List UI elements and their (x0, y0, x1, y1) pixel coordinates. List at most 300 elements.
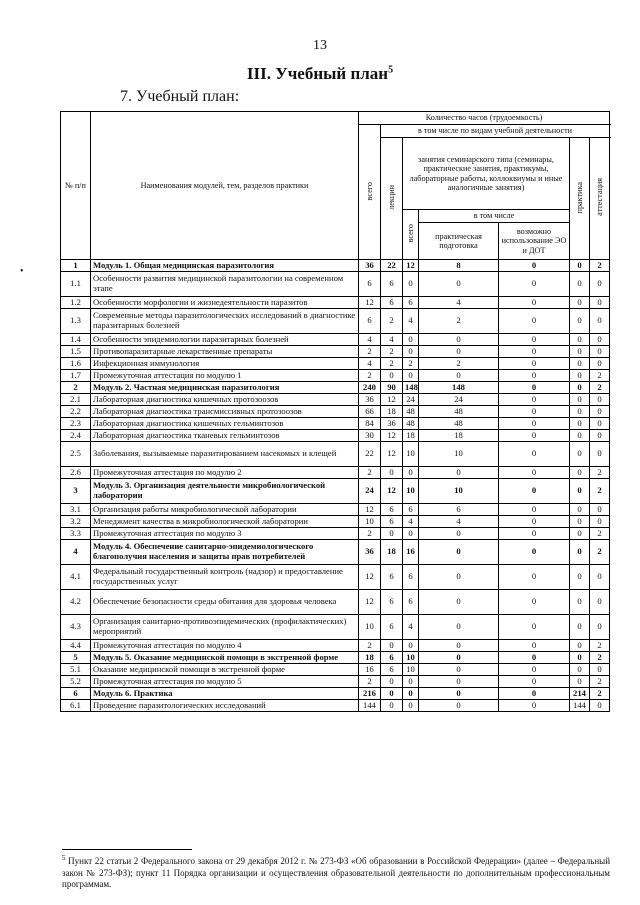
row-seminar-total: 0 (403, 346, 419, 358)
row-total: 12 (359, 297, 381, 309)
row-number: 3.1 (61, 504, 91, 516)
row-total: 2 (359, 528, 381, 540)
row-practice: 0 (570, 260, 590, 272)
row-attestation: 2 (590, 479, 610, 504)
table-row (61, 418, 610, 430)
row-practice: 0 (570, 346, 590, 358)
row-total: 144 (359, 700, 381, 712)
row-number: 5.2 (61, 676, 91, 688)
row-name: Промежуточная аттестация по модулю 4 (91, 640, 359, 652)
row-total: 12 (359, 565, 381, 590)
row-lectures: 6 (381, 590, 403, 615)
row-eo-dot: 0 (499, 700, 570, 712)
table-row (61, 504, 610, 516)
row-number: 4 (61, 540, 91, 565)
row-eo-dot: 0 (499, 640, 570, 652)
row-total: 22 (359, 442, 381, 467)
row-practical: 4 (419, 516, 499, 528)
row-total: 240 (359, 382, 381, 394)
row-lectures: 6 (381, 504, 403, 516)
row-practice: 0 (570, 358, 590, 370)
row-practical: 48 (419, 406, 499, 418)
row-number: 6 (61, 688, 91, 700)
row-total: 30 (359, 430, 381, 442)
table-row (61, 528, 610, 540)
row-seminar-total: 48 (403, 418, 419, 430)
row-lectures: 12 (381, 479, 403, 504)
page-number: 13 (313, 38, 327, 53)
row-practice: 0 (570, 479, 590, 504)
row-number: 1.4 (61, 334, 91, 346)
row-attestation: 0 (590, 418, 610, 430)
row-practice: 0 (570, 272, 590, 297)
row-name: Особенности эпидемиологии паразитарных болезней (91, 334, 359, 346)
footnote (62, 854, 610, 891)
row-practice: 214 (570, 688, 590, 700)
row-total: 2 (359, 676, 381, 688)
header-lectures (381, 138, 403, 260)
row-lectures: 0 (381, 467, 403, 479)
row-attestation: 2 (590, 370, 610, 382)
row-practical: 0 (419, 640, 499, 652)
row-seminar-total: 0 (403, 272, 419, 297)
header-num: № п/п (61, 112, 91, 260)
curriculum-table (60, 111, 610, 712)
row-practical: 0 (419, 676, 499, 688)
row-attestation: 0 (590, 504, 610, 516)
row-lectures: 6 (381, 664, 403, 676)
table-row (61, 272, 610, 297)
row-attestation: 0 (590, 664, 610, 676)
row-practice: 0 (570, 528, 590, 540)
table-row (61, 394, 610, 406)
row-practice: 0 (570, 442, 590, 467)
row-name: Модуль 1. Общая медицинская паразитология (91, 260, 359, 272)
row-practical: 0 (419, 346, 499, 358)
table-row (61, 467, 610, 479)
row-total: 12 (359, 590, 381, 615)
row-attestation: 0 (590, 406, 610, 418)
row-practical: 0 (419, 467, 499, 479)
row-eo-dot: 0 (499, 590, 570, 615)
header-practical: практическая подготовка (419, 223, 499, 260)
row-seminar-total: 48 (403, 406, 419, 418)
row-practical: 0 (419, 272, 499, 297)
row-attestation: 2 (590, 528, 610, 540)
row-seminar-total: 6 (403, 565, 419, 590)
row-practical: 24 (419, 394, 499, 406)
table-row (61, 676, 610, 688)
row-number: 3 (61, 479, 91, 504)
row-attestation: 2 (590, 688, 610, 700)
row-number: 5 (61, 652, 91, 664)
row-practical: 0 (419, 652, 499, 664)
row-total: 2 (359, 467, 381, 479)
module-row (61, 260, 610, 272)
table-row (61, 430, 610, 442)
header-sem-total-text: всего (405, 224, 415, 243)
row-lectures: 22 (381, 260, 403, 272)
header-attestation-text: аттестация (594, 178, 604, 217)
row-practice: 0 (570, 370, 590, 382)
row-lectures: 4 (381, 334, 403, 346)
row-name: Лабораторная диагностика трансмиссивных протозоозов (91, 406, 359, 418)
row-name: Модуль 4. Обеспечение санитарно-эпидемиологического благополучия населения и защиты прав потребителей (91, 540, 359, 565)
row-practical: 6 (419, 504, 499, 516)
row-seminar-total: 0 (403, 700, 419, 712)
row-total: 10 (359, 615, 381, 640)
row-name: Промежуточная аттестация по модулю 2 (91, 467, 359, 479)
row-name: Менеджмент качества в микробиологической лаборатории (91, 516, 359, 528)
row-seminar-total: 10 (403, 664, 419, 676)
table-row (61, 640, 610, 652)
row-eo-dot: 0 (499, 479, 570, 504)
row-attestation: 0 (590, 394, 610, 406)
row-total: 2 (359, 370, 381, 382)
row-practice: 0 (570, 676, 590, 688)
row-lectures: 2 (381, 309, 403, 334)
table-row (61, 334, 610, 346)
row-eo-dot: 0 (499, 382, 570, 394)
table-row (61, 309, 610, 334)
row-attestation: 0 (590, 358, 610, 370)
row-total: 36 (359, 394, 381, 406)
row-practical: 2 (419, 358, 499, 370)
row-practical: 0 (419, 664, 499, 676)
row-seminar-total: 0 (403, 370, 419, 382)
row-eo-dot: 0 (499, 442, 570, 467)
row-eo-dot: 0 (499, 297, 570, 309)
row-lectures: 2 (381, 346, 403, 358)
row-eo-dot: 0 (499, 528, 570, 540)
row-seminar-total: 0 (403, 528, 419, 540)
row-seminar-total: 10 (403, 652, 419, 664)
row-name: Модуль 5. Оказание медицинской помощи в экстренной форме (91, 652, 359, 664)
row-practice: 0 (570, 382, 590, 394)
row-practical: 0 (419, 590, 499, 615)
row-attestation: 0 (590, 430, 610, 442)
row-name: Промежуточная аттестация по модулю 1 (91, 370, 359, 382)
row-seminar-total: 4 (403, 516, 419, 528)
table-row (61, 565, 610, 590)
row-lectures: 0 (381, 640, 403, 652)
row-seminar-total: 24 (403, 394, 419, 406)
row-name: Обеспечение безопасности среды обитания для здоровья человека (91, 590, 359, 615)
row-number: 2.1 (61, 394, 91, 406)
row-name: Лабораторная диагностика кишечных протозоозов (91, 394, 359, 406)
row-total: 24 (359, 479, 381, 504)
row-lectures: 6 (381, 516, 403, 528)
row-attestation: 0 (590, 700, 610, 712)
row-eo-dot: 0 (499, 676, 570, 688)
row-lectures: 2 (381, 358, 403, 370)
row-practical: 10 (419, 442, 499, 467)
row-attestation: 0 (590, 590, 610, 615)
row-seminar-total: 10 (403, 479, 419, 504)
row-eo-dot: 0 (499, 418, 570, 430)
row-attestation: 0 (590, 565, 610, 590)
module-row (61, 688, 610, 700)
subtitle: 7. Учебный план: (120, 88, 240, 105)
row-practical: 48 (419, 418, 499, 430)
margin-bullet: • (20, 266, 24, 277)
row-practice: 0 (570, 309, 590, 334)
row-seminar-total: 18 (403, 430, 419, 442)
row-practical: 0 (419, 565, 499, 590)
footnote-rule (62, 849, 192, 850)
row-lectures: 90 (381, 382, 403, 394)
table-row (61, 700, 610, 712)
module-row (61, 652, 610, 664)
header-name: Наименования модулей, тем, разделов практики (91, 112, 359, 260)
row-practical: 0 (419, 528, 499, 540)
row-seminar-total: 4 (403, 615, 419, 640)
row-eo-dot: 0 (499, 370, 570, 382)
row-eo-dot: 0 (499, 467, 570, 479)
row-name: Оказание медицинской помощи в экстренной форме (91, 664, 359, 676)
row-name: Модуль 6. Практика (91, 688, 359, 700)
row-seminar-total: 16 (403, 540, 419, 565)
row-eo-dot: 0 (499, 260, 570, 272)
row-lectures: 6 (381, 297, 403, 309)
table-row (61, 442, 610, 467)
row-practical: 18 (419, 430, 499, 442)
row-total: 6 (359, 272, 381, 297)
row-total: 18 (359, 652, 381, 664)
row-lectures: 0 (381, 528, 403, 540)
row-lectures: 0 (381, 700, 403, 712)
row-number: 3.2 (61, 516, 91, 528)
row-seminar-total: 2 (403, 358, 419, 370)
row-seminar-total: 6 (403, 504, 419, 516)
row-eo-dot: 0 (499, 394, 570, 406)
row-name: Особенности морфологии и жизнедеятельности паразитов (91, 297, 359, 309)
row-name: Заболевания, вызываемые паразитированием насекомых и клещей (91, 442, 359, 467)
row-eo-dot: 0 (499, 406, 570, 418)
row-seminar-total: 0 (403, 467, 419, 479)
row-name: Организация санитарно-противоэпидемических (профилактических) мероприятий (91, 615, 359, 640)
row-number: 1.1 (61, 272, 91, 297)
row-attestation: 2 (590, 652, 610, 664)
row-attestation: 2 (590, 540, 610, 565)
header-practice (570, 138, 590, 260)
row-total: 6 (359, 309, 381, 334)
row-attestation: 0 (590, 442, 610, 467)
row-name: Модуль 2. Частная медицинская паразитология (91, 382, 359, 394)
row-number: 1.2 (61, 297, 91, 309)
section-title (0, 64, 640, 84)
row-practice: 0 (570, 664, 590, 676)
header-incl: в том числе (419, 210, 570, 223)
row-total: 4 (359, 358, 381, 370)
row-number: 3.3 (61, 528, 91, 540)
row-seminar-total: 0 (403, 334, 419, 346)
row-lectures: 0 (381, 688, 403, 700)
header-lectures-text: лекции (386, 184, 396, 210)
row-number: 5.1 (61, 664, 91, 676)
row-practice: 0 (570, 418, 590, 430)
table-row (61, 297, 610, 309)
row-lectures: 0 (381, 676, 403, 688)
row-practice: 0 (570, 406, 590, 418)
row-total: 36 (359, 540, 381, 565)
row-practice: 0 (570, 565, 590, 590)
row-lectures: 18 (381, 540, 403, 565)
row-number: 4.4 (61, 640, 91, 652)
section-title-text: III. Учебный план (246, 64, 389, 83)
row-total: 84 (359, 418, 381, 430)
row-seminar-total: 148 (403, 382, 419, 394)
row-practice: 0 (570, 504, 590, 516)
row-lectures: 12 (381, 394, 403, 406)
header-hours: Количество часов (трудоемкость) (359, 112, 610, 125)
row-name: Модуль 3. Организация деятельности микробиологической лаборатории (91, 479, 359, 504)
row-practical: 0 (419, 334, 499, 346)
row-lectures: 0 (381, 370, 403, 382)
row-name: Промежуточная аттестация по модулю 5 (91, 676, 359, 688)
row-practice: 144 (570, 700, 590, 712)
row-number: 4.3 (61, 615, 91, 640)
row-number: 1.5 (61, 346, 91, 358)
table-row (61, 590, 610, 615)
row-number: 4.2 (61, 590, 91, 615)
table-row (61, 516, 610, 528)
row-eo-dot: 0 (499, 688, 570, 700)
row-practice: 0 (570, 297, 590, 309)
row-attestation: 2 (590, 467, 610, 479)
row-name: Инфекционная иммунология (91, 358, 359, 370)
row-eo-dot: 0 (499, 664, 570, 676)
row-eo-dot: 0 (499, 430, 570, 442)
row-name: Лабораторная диагностика кишечных гельминтозов (91, 418, 359, 430)
table-row (61, 346, 610, 358)
row-practice: 0 (570, 590, 590, 615)
row-name: Особенности развития медицинской паразитологии на современном этапе (91, 272, 359, 297)
row-attestation: 0 (590, 346, 610, 358)
footnote-mark: 5 (388, 64, 394, 76)
row-total: 10 (359, 516, 381, 528)
header-attestation (590, 138, 610, 260)
row-attestation: 0 (590, 615, 610, 640)
row-seminar-total: 6 (403, 297, 419, 309)
row-lectures: 36 (381, 418, 403, 430)
row-practical: 2 (419, 309, 499, 334)
row-eo-dot: 0 (499, 565, 570, 590)
row-practical: 0 (419, 615, 499, 640)
row-practical: 10 (419, 479, 499, 504)
footnote-text: Пункт 22 статьи 2 Федерального закона от 29 декабря 2012 г. № 273-ФЗ «Об образовании в Российской Федерации» (далее – Федеральный закон № 273-ФЗ); пункт 11 Порядка организации и осуществления образовательной деятельности по дополнительным профессиональным программам. (62, 856, 611, 890)
row-name: Противопаразитарные лекарственные препараты (91, 346, 359, 358)
row-attestation: 2 (590, 382, 610, 394)
row-eo-dot: 0 (499, 504, 570, 516)
module-row (61, 540, 610, 565)
row-lectures: 12 (381, 442, 403, 467)
row-attestation: 0 (590, 516, 610, 528)
row-total: 216 (359, 688, 381, 700)
row-eo-dot: 0 (499, 309, 570, 334)
row-attestation: 2 (590, 260, 610, 272)
row-number: 2.3 (61, 418, 91, 430)
row-number: 2.6 (61, 467, 91, 479)
row-seminar-total: 12 (403, 260, 419, 272)
row-seminar-total: 0 (403, 640, 419, 652)
table-row (61, 664, 610, 676)
header-incl-activity: в том числе по видам учебной деятельности (381, 125, 610, 138)
row-practical: 4 (419, 297, 499, 309)
row-lectures: 6 (381, 272, 403, 297)
row-eo-dot: 0 (499, 334, 570, 346)
row-attestation: 0 (590, 334, 610, 346)
row-practical: 8 (419, 260, 499, 272)
row-number: 2.5 (61, 442, 91, 467)
row-total: 36 (359, 260, 381, 272)
header-seminar: занятия семинарского типа (семинары, практические занятия, практикумы, лабораторные работы, коллоквиумы и иные аналогичные занятия) (403, 138, 570, 210)
row-number: 2 (61, 382, 91, 394)
row-total: 2 (359, 640, 381, 652)
row-practical: 0 (419, 700, 499, 712)
module-row (61, 479, 610, 504)
row-eo-dot: 0 (499, 358, 570, 370)
row-number: 1.7 (61, 370, 91, 382)
row-practice: 0 (570, 615, 590, 640)
row-practice: 0 (570, 516, 590, 528)
table-row (61, 406, 610, 418)
table-row (61, 358, 610, 370)
row-attestation: 2 (590, 676, 610, 688)
row-name: Современные методы паразитологических исследований в диагностике паразитарных болезней (91, 309, 359, 334)
row-number: 1 (61, 260, 91, 272)
row-practice: 0 (570, 394, 590, 406)
row-number: 2.2 (61, 406, 91, 418)
row-number: 4.1 (61, 565, 91, 590)
header-total (359, 125, 381, 260)
row-number: 6.1 (61, 700, 91, 712)
row-seminar-total: 10 (403, 442, 419, 467)
table-row (61, 370, 610, 382)
header-sem-total (403, 210, 419, 260)
row-eo-dot: 0 (499, 540, 570, 565)
row-seminar-total: 4 (403, 309, 419, 334)
row-eo-dot: 0 (499, 615, 570, 640)
footnote-number: 5 (62, 854, 66, 862)
header-practice-text: практика (574, 181, 584, 214)
header-total-text: всего (364, 181, 374, 201)
row-practical: 0 (419, 540, 499, 565)
row-attestation: 2 (590, 640, 610, 652)
table-row (61, 615, 610, 640)
row-total: 4 (359, 334, 381, 346)
row-name: Промежуточная аттестация по модулю 3 (91, 528, 359, 540)
row-eo-dot: 0 (499, 652, 570, 664)
row-name: Федеральный государственный контроль (надзор) и предоставление государственных услуг (91, 565, 359, 590)
row-lectures: 12 (381, 430, 403, 442)
row-practical: 148 (419, 382, 499, 394)
row-number: 1.6 (61, 358, 91, 370)
row-lectures: 6 (381, 565, 403, 590)
row-lectures: 6 (381, 652, 403, 664)
row-seminar-total: 0 (403, 676, 419, 688)
row-practice: 0 (570, 640, 590, 652)
row-name: Лабораторная диагностика тканевых гельминтозов (91, 430, 359, 442)
row-name: Организация работы микробиологической лаборатории (91, 504, 359, 516)
row-name: Проведение паразитологических исследований (91, 700, 359, 712)
row-attestation: 0 (590, 309, 610, 334)
row-total: 12 (359, 504, 381, 516)
header-eo-dot: возможно использование ЭО и ДОТ (499, 223, 570, 260)
row-practice: 0 (570, 430, 590, 442)
row-practical: 0 (419, 688, 499, 700)
row-total: 66 (359, 406, 381, 418)
